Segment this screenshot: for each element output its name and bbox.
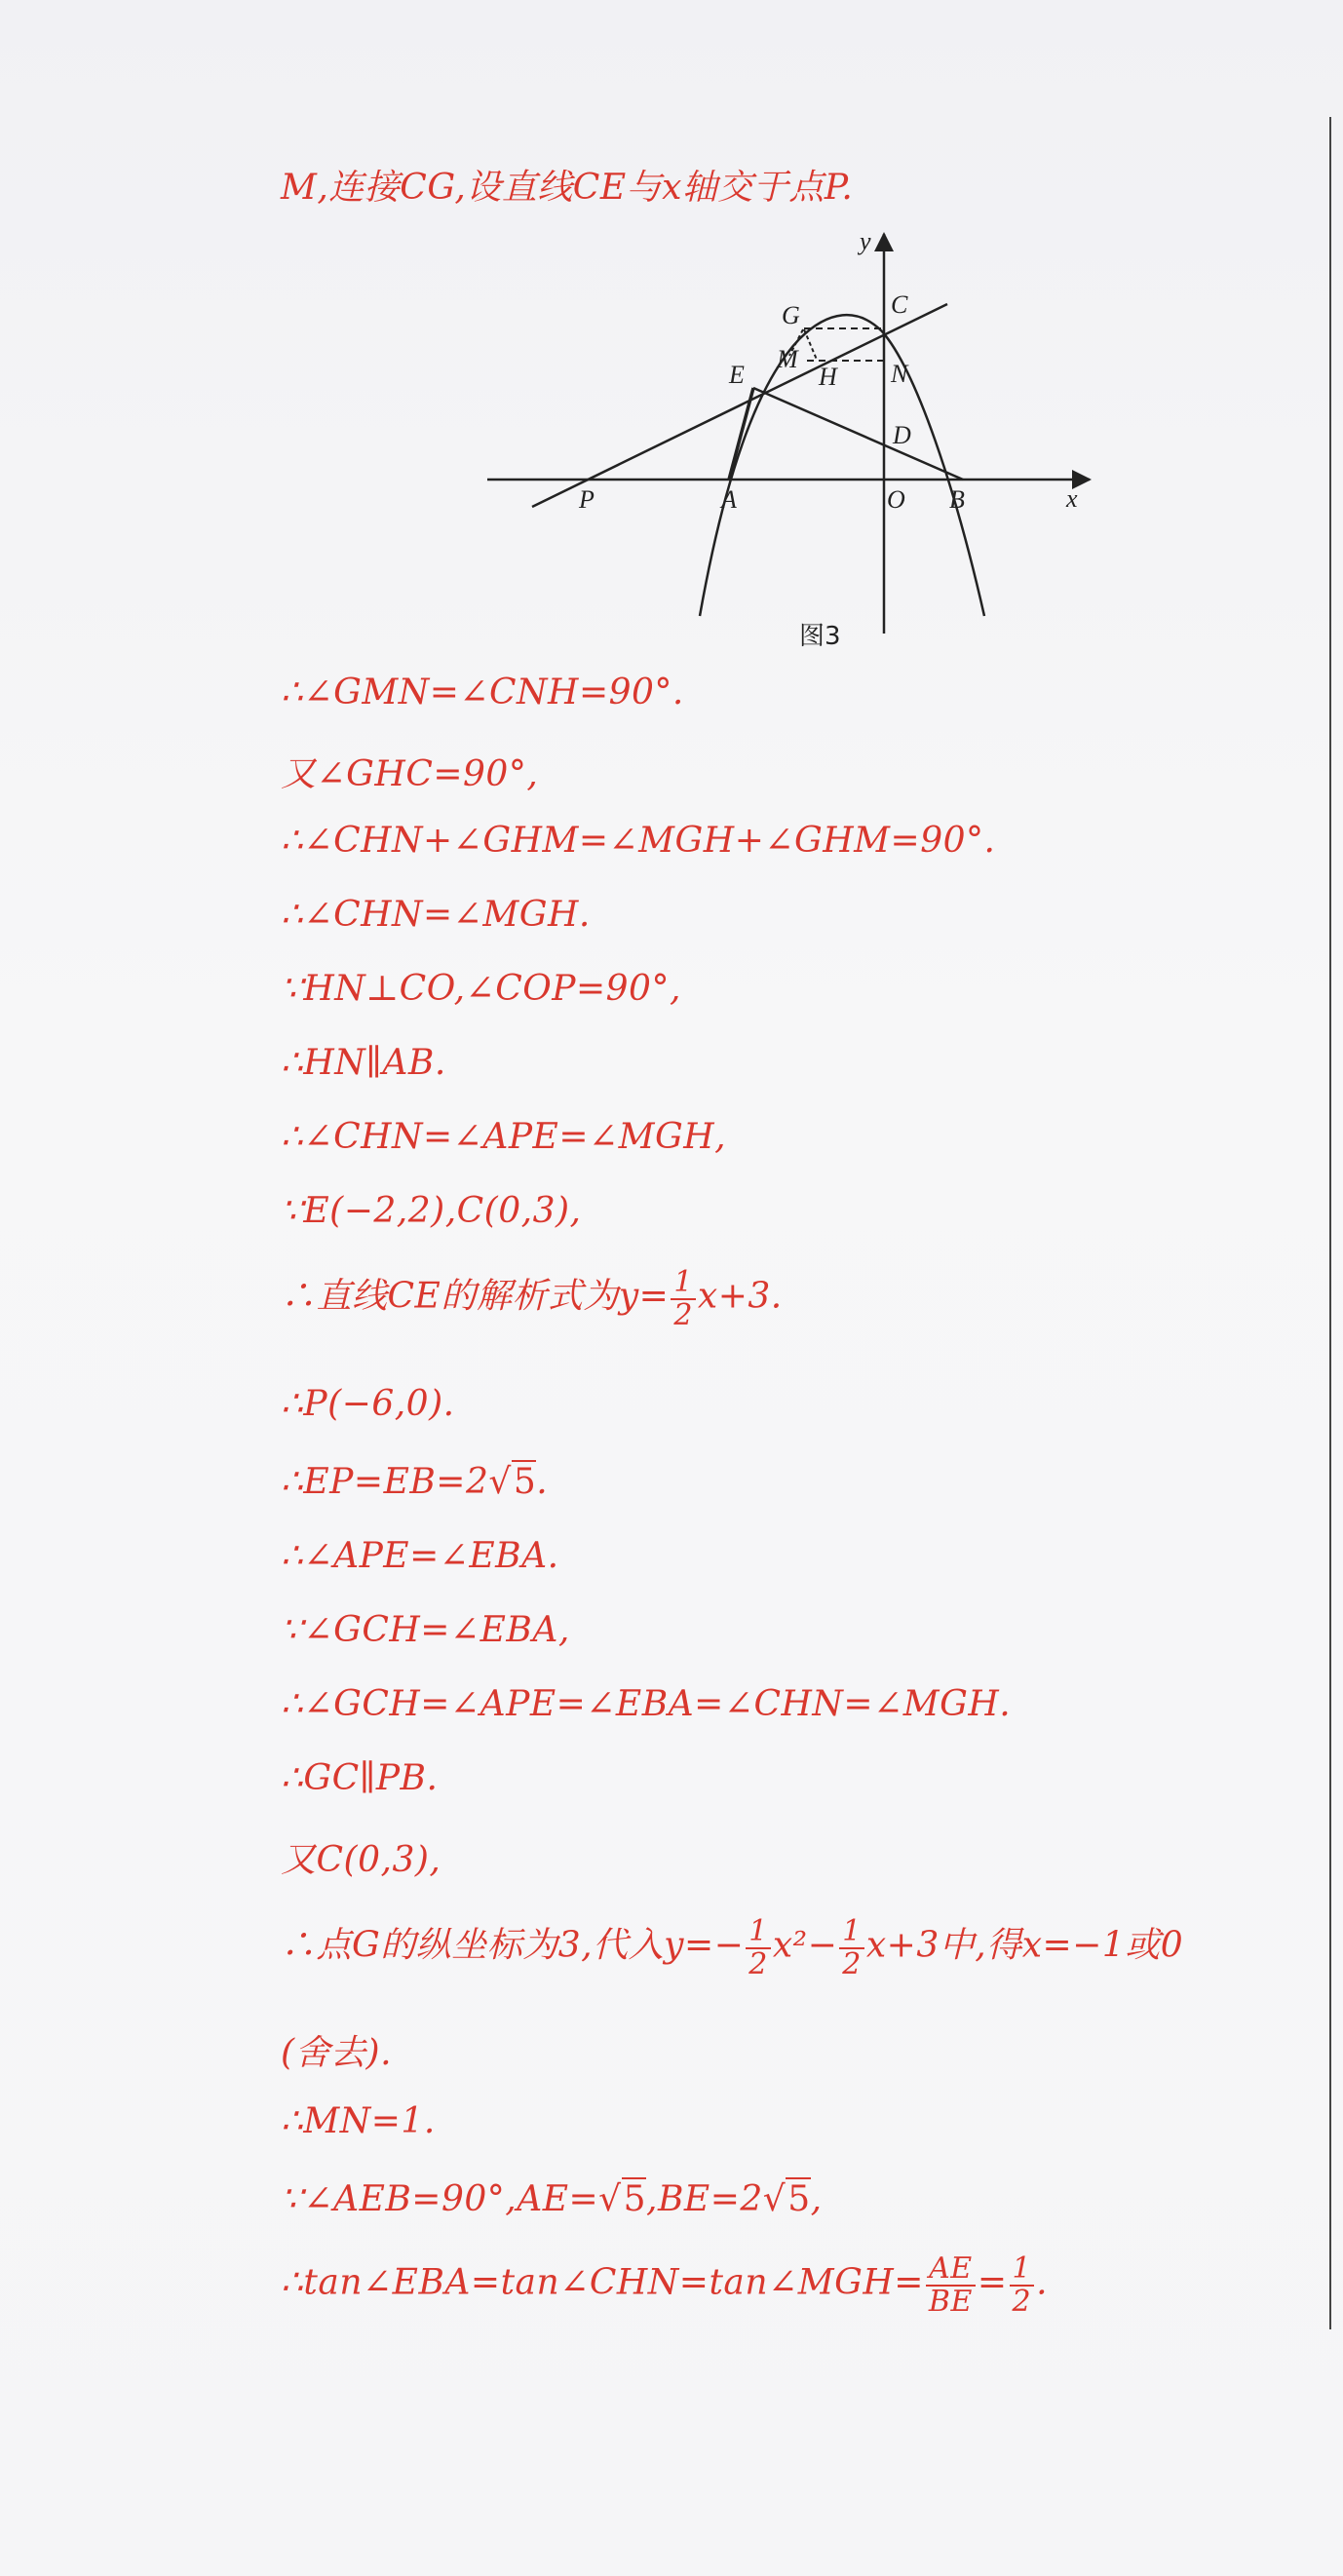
solution-line: 又C(0,3),: [281, 1840, 441, 1880]
label-g: G: [782, 301, 800, 329]
fraction: $\frac{1}{2}$: [746, 1916, 771, 1980]
figure-3: [478, 224, 1101, 653]
solution-line: (舍去).: [281, 2033, 393, 2073]
figure-caption: 图3: [799, 622, 841, 651]
fraction: $\frac{AE}{BE}$: [926, 2253, 976, 2317]
right-margin-rule: [1329, 117, 1331, 2329]
label-x: x: [1066, 484, 1078, 513]
solution-line: ∴∠APE=∠EBA.: [281, 1536, 559, 1576]
figure-svg: [478, 224, 1101, 653]
label-o: O: [887, 485, 905, 514]
solution-line: ∴P(−6,0).: [281, 1384, 455, 1424]
sqrt: √5: [762, 2179, 811, 2219]
fraction: $\frac{1}{2}$: [671, 1267, 696, 1330]
solution-line-fraction: ∴点G的纵坐标为3,代入y=− $\frac{1}{2}$ x²− $\frac{1}{2}$ x+3中,得x=−1或0: [281, 1914, 1184, 1981]
label-h: H: [819, 363, 837, 391]
label-a: A: [721, 485, 737, 514]
solution-line: ∵∠GCH=∠EBA,: [281, 1610, 570, 1650]
label-p: P: [579, 485, 595, 514]
label-b: B: [949, 485, 965, 514]
solution-line: ∴∠GMN=∠CNH=90°.: [281, 673, 684, 712]
label-c: C: [891, 290, 908, 319]
solution-line: 又∠GHC=90°,: [281, 754, 539, 794]
label-n: N: [891, 360, 908, 388]
label-m: M: [777, 345, 798, 373]
fraction: $\frac{1}{2}$: [1010, 2253, 1035, 2317]
solution-line: ∵HN⊥CO,∠COP=90°,: [281, 969, 681, 1009]
line-ea: [729, 388, 753, 480]
solution-line-fraction: ∴直线CE的解析式为y= $\frac{1}{2}$ x+3.: [281, 1265, 783, 1332]
solution-line: M,连接CG,设直线CE与x轴交于点P.: [281, 168, 854, 208]
solution-line: ∴∠CHN=∠APE=∠MGH,: [281, 1117, 727, 1157]
sqrt: √5: [598, 2179, 647, 2219]
solution-line: ∴∠CHN+∠GHM=∠MGH+∠GHM=90°.: [281, 821, 996, 861]
label-d: D: [893, 421, 911, 449]
solution-line: ∵E(−2,2),C(0,3),: [281, 1191, 582, 1231]
solution-line-fraction: ∴tan∠EBA=tan∠CHN=tan∠MGH= $\frac{AE}{BE}$ = $\frac{1}{2}$ .: [281, 2251, 1049, 2319]
label-e: E: [729, 361, 745, 389]
solution-line-sqrt: ∴EP=EB=2√5.: [281, 1462, 549, 1502]
solution-line: ∴∠GCH=∠APE=∠EBA=∠CHN=∠MGH.: [281, 1684, 1012, 1724]
fraction: $\frac{1}{2}$: [839, 1916, 864, 1980]
sqrt: √5: [488, 1462, 537, 1502]
solution-line: ∴MN=1.: [281, 2101, 436, 2141]
solution-line: ∴GC∥PB.: [281, 1758, 439, 1798]
solution-line: ∴∠CHN=∠MGH.: [281, 895, 591, 935]
label-y: y: [860, 227, 871, 255]
solution-line-sqrt: ∵∠AEB=90°,AE=√5,BE=2√5,: [281, 2179, 823, 2219]
solution-line: ∴HN∥AB.: [281, 1043, 446, 1083]
